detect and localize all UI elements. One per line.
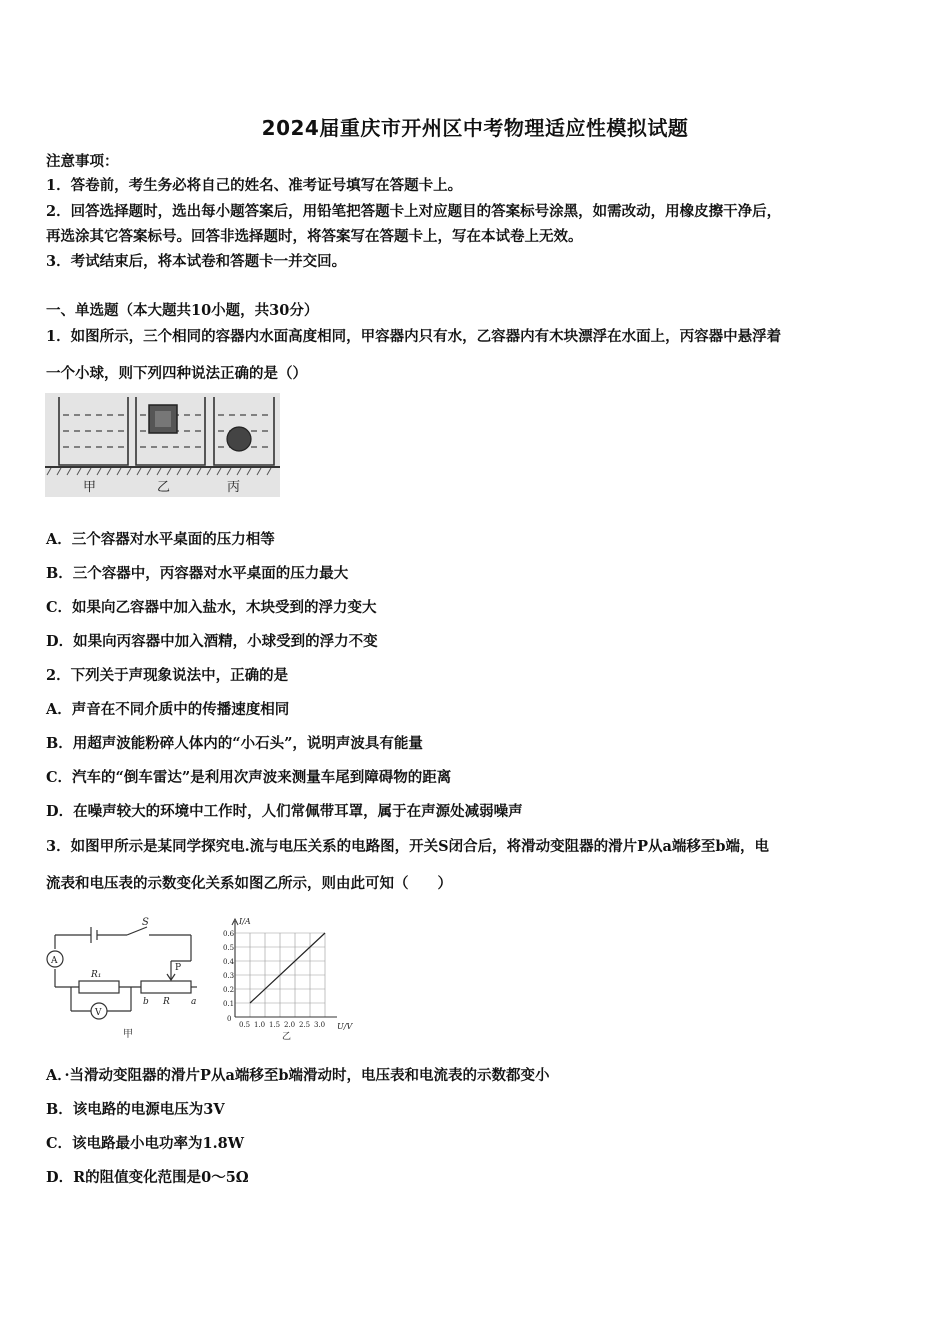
q2-option-b: B．用超声波能粉碎人体内的“小石头”，说明声波具有能量 [46,735,423,752]
x-tick: 1.0 [254,1021,266,1029]
r1-label: R₁ [91,970,102,980]
notice-item: 3．考试结束后，将本试卷和答题卡一并交回。 [46,253,347,270]
x-tick: 2.0 [284,1021,296,1029]
x-tick: 2.5 [299,1021,311,1029]
graph-origin: 0 [227,1015,232,1023]
rheostat-label: R [163,997,170,1007]
y-tick: 0.3 [223,972,235,980]
slider-label: P [175,963,182,973]
x-tick: 1.5 [269,1021,281,1029]
label-bing: 丙 [227,480,241,495]
containers-figure [45,393,280,497]
section-heading: 一、单选题（本大题共10小题，共30分） [46,302,319,319]
q1-option-d: D．如果向丙容器中加入酒精，小球受到的浮力不变 [46,633,378,650]
y-tick: 0.1 [223,1000,235,1008]
q3-option-d: D．R的阻值变化范围是0～5Ω [46,1169,249,1186]
x-tick: 3.0 [314,1021,326,1029]
q3-option-a: A．·当滑动变阻器的滑片P从a端移至b端滑动时，电压表和电流表的示数都变小 [46,1067,550,1084]
notice-heading: 注意事项： [46,153,119,170]
y-tick: 0.5 [223,944,235,952]
circuit-diagram [47,927,197,1019]
y-tick: 0.4 [223,958,235,966]
graph-caption: 乙 [282,1032,292,1042]
q1-option-b: B．三个容器中，丙容器对水平桌面的压力最大 [46,565,349,582]
end-b-label: b [143,997,149,1007]
notice-item: 1．答卷前，考生务必将自己的姓名、准考证号填写在答题卡上。 [46,177,463,194]
x-tick: 0.5 [239,1021,251,1029]
q1-option-c: C．如果向乙容器中加入盐水，木块受到的浮力变大 [46,599,377,616]
q2-option-a: A．声音在不同介质中的传播速度相同 [46,701,290,718]
end-a-label: a [191,997,197,1007]
circuit-caption: 甲 [123,1029,133,1040]
q3-option-c: C．该电路最小电功率为1.8W [46,1135,245,1152]
iu-graph [232,919,337,1017]
label-yi: 乙 [157,480,171,495]
label-jia: 甲 [83,480,97,495]
graph-xlabel: U/V [337,1022,353,1031]
q2-option-c: C．汽车的“倒车雷达”是利用次声波来测量车尾到障碍物的距离 [46,769,452,786]
notice-item: 再选涂其它答案标号。回答非选择题时，将答案写在答题卡上，写在本试卷上无效。 [46,228,583,245]
graph-ylabel: I/A [239,917,251,926]
circuit-and-graph-figure [45,913,375,1043]
graph-line [250,933,325,1003]
ammeter-label: A [51,956,58,966]
question-3-stem: 3．如图甲所示是某同学探究电.流与电压关系的电路图，开关S闭合后，将滑动变阻器的滑片P从a端移至b端，电 [46,838,770,855]
page-title: 2024届重庆市开州区中考物理适应性模拟试题 [261,116,689,140]
notice-item: 2．回答选择题时，选出每小题答案后，用铅笔把答题卡上对应题目的答案标号涂黑，如需改动，用橡皮擦干净后， [46,203,782,220]
question-3-stem-cont: 流表和电压表的示数变化关系如图乙所示，则由此可知（ ） [46,875,452,892]
switch-label: S [142,917,149,928]
question-1-stem: 1．如图所示，三个相同的容器内水面高度相同，甲容器内只有水，乙容器内有木块漂浮在水面上，丙容器中悬浮着 [46,328,782,345]
voltmeter-label: V [95,1008,102,1018]
question-2-stem: 2．下列关于声现象说法中，正确的是 [46,667,289,684]
y-tick: 0.2 [223,986,235,994]
question-1-stem-cont: 一个小球，则下列四种说法正确的是（） [46,365,307,382]
y-tick: 0.6 [223,930,235,938]
q2-option-d: D．在噪声较大的环境中工作时，人们常佩带耳罩，属于在声源处减弱噪声 [46,803,523,820]
q1-option-a: A．三个容器对水平桌面的压力相等 [46,531,275,548]
q3-option-b: B．该电路的电源电压为3V [46,1101,225,1118]
